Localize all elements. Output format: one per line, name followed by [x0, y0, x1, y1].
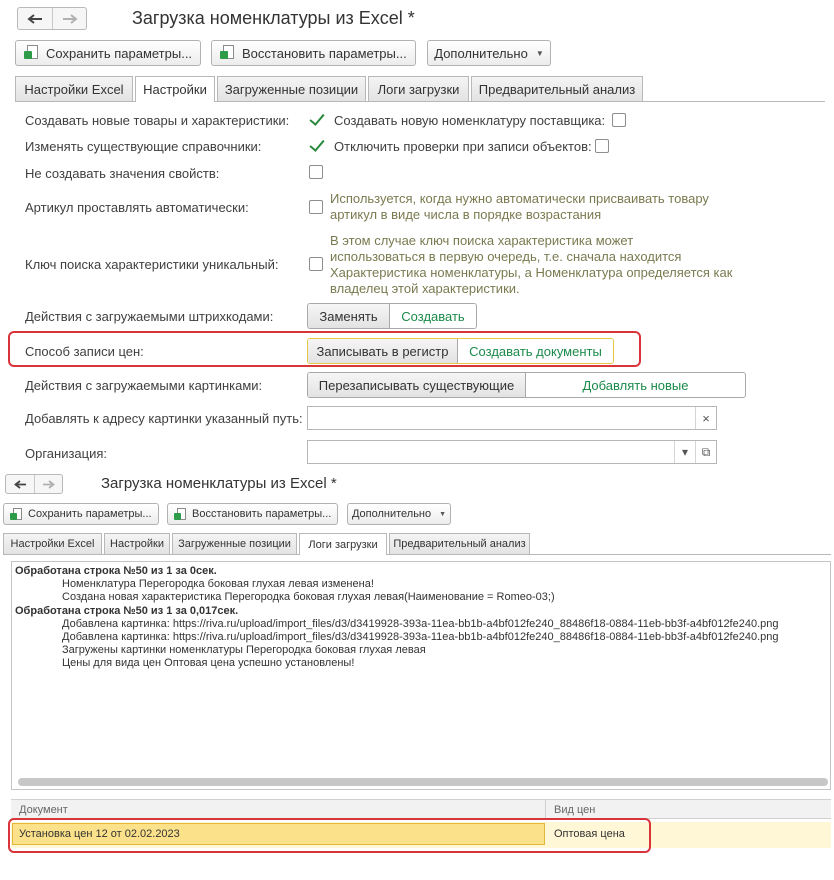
- restore-icon: [220, 45, 236, 61]
- create-supplier-label: Создавать новую номенклатуру поставщика:: [334, 113, 606, 128]
- log-line: Цены для вида цен Оптовая цена успешно установлены!: [62, 657, 355, 670]
- log-line: Добавлена картинка: https://riva.ru/upload/import_files/d3/d3419928-393a-11ea-bb1b-a4bf012fe240_88486f18-0884-11eb-bb3f-a4bf012fe240.png: [62, 617, 779, 630]
- disable-checks-checkbox[interactable]: [595, 139, 609, 153]
- clear-icon[interactable]: ×: [695, 407, 716, 429]
- top-tabs: [15, 76, 825, 102]
- save-params-button-2[interactable]: [3, 503, 159, 525]
- tab-settings-2[interactable]: Настройки: [104, 533, 170, 554]
- pictures-overwrite-option[interactable]: Перезаписывать существующие: [308, 373, 526, 397]
- nav-arrows: [17, 7, 87, 30]
- save-params-label: Сохранить параметры...: [46, 45, 193, 61]
- barcodes-label: Действия с загружаемыми штрихкодами:: [25, 309, 274, 324]
- log-line: Создана новая характеристика Перегородка боковая глухая левая(Наименование = Romeo-03;): [62, 591, 555, 604]
- col-price-type[interactable]: Вид цен: [554, 804, 596, 816]
- create-new-checkbox[interactable]: [309, 113, 323, 127]
- change-existing-label: Изменять существующие справочники:: [25, 139, 262, 154]
- save-icon: [10, 508, 23, 521]
- log-line: Обработана строка №50 из 1 за 0сек.: [15, 565, 217, 577]
- row-document: Установка цен 12 от 02.02.2023: [19, 828, 180, 840]
- table-header: [11, 799, 831, 819]
- barcodes-replace-option[interactable]: Заменять: [308, 304, 390, 328]
- horizontal-scrollbar[interactable]: [18, 778, 828, 786]
- key-unique-hint: В этом случае ключ поиска характеристика может использоваться в первую очередь, т.е. сначала находится Характеристика номенклатуры, а Номенклатура определяется как владелец этой характеристики.: [330, 233, 733, 296]
- barcodes-switch: [307, 303, 477, 329]
- key-unique-label: Ключ поиска характеристики уникальный:: [25, 257, 279, 272]
- more-button-2[interactable]: [347, 503, 451, 525]
- prices-documents-option[interactable]: Создавать документы: [469, 343, 602, 359]
- restore-params-label: Восстановить параметры...: [242, 45, 407, 61]
- back-button[interactable]: [18, 8, 52, 29]
- restore-params-button[interactable]: [211, 40, 416, 66]
- org-input[interactable]: [307, 440, 717, 464]
- bottom-tabs: [3, 533, 831, 555]
- arrow-right-icon: [62, 14, 78, 24]
- row-price-type: Оптовая цена: [554, 828, 625, 840]
- tab-settings[interactable]: Настройки: [135, 76, 215, 102]
- save-params-button[interactable]: [15, 40, 201, 66]
- tab-loaded-items[interactable]: Загруженные позиции: [217, 76, 366, 101]
- window-title: Загрузка номенклатуры из Excel *: [132, 8, 415, 28]
- prices-switch: [307, 338, 614, 364]
- article-checkbox[interactable]: [309, 200, 323, 214]
- pictures-label: Действия с загружаемыми картинками:: [25, 378, 263, 393]
- article-hint: Используется, когда нужно автоматически присваивать товару артикул в виде числа в порядке возрастания: [330, 191, 709, 222]
- path-input[interactable]: [307, 406, 717, 430]
- disable-checks-label: Отключить проверки при записи объектов:: [334, 139, 592, 154]
- save-params-label-2: Сохранить параметры...: [28, 508, 152, 520]
- forward-button-2[interactable]: [34, 475, 62, 493]
- no-props-label: Не создавать значения свойств:: [25, 166, 220, 181]
- path-label: Добавлять к адресу картинки указанный путь:: [25, 411, 303, 426]
- more-button[interactable]: [427, 40, 551, 66]
- document-highlight-frame: [8, 818, 651, 853]
- arrow-right-icon: [42, 480, 55, 489]
- log-line: Номенклатура Перегородка боковая глухая левая изменена!: [62, 578, 374, 591]
- chevron-down-icon: ▼: [535, 48, 544, 58]
- prices-register-option[interactable]: Записывать в регистр: [308, 339, 458, 363]
- col-divider: [545, 800, 546, 820]
- tab-load-logs-2[interactable]: Логи загрузки: [299, 533, 387, 555]
- log-line: Загружены картинки номенклатуры Перегородка боковая глухая левая: [62, 644, 426, 657]
- forward-button[interactable]: [52, 8, 86, 29]
- pictures-switch: [307, 372, 746, 398]
- arrow-left-icon: [27, 14, 43, 24]
- pictures-add-option[interactable]: Добавлять новые: [582, 377, 689, 393]
- tab-excel-settings-2[interactable]: Настройки Excel: [3, 533, 102, 554]
- barcodes-create-option[interactable]: Создавать: [401, 308, 465, 324]
- log-area[interactable]: [11, 561, 831, 790]
- chevron-down-icon: ▼: [439, 510, 447, 518]
- org-label: Организация:: [25, 446, 108, 461]
- tab-preliminary-analysis-2[interactable]: Предварительный анализ: [389, 533, 530, 554]
- save-icon: [24, 45, 40, 61]
- tab-load-logs[interactable]: Логи загрузки: [368, 76, 469, 101]
- tab-preliminary-analysis[interactable]: Предварительный анализ: [471, 76, 643, 101]
- tab-excel-settings[interactable]: Настройки Excel: [15, 76, 133, 101]
- restore-params-button-2[interactable]: [167, 503, 338, 525]
- nav-arrows-2: [5, 474, 63, 494]
- more-label: Дополнительно: [434, 45, 528, 61]
- tab-loaded-items-2[interactable]: Загруженные позиции: [172, 533, 297, 554]
- no-props-checkbox[interactable]: [309, 165, 323, 179]
- prices-label: Способ записи цен:: [25, 344, 144, 359]
- open-icon[interactable]: ⧉: [695, 441, 716, 463]
- dropdown-icon[interactable]: ▾: [674, 441, 695, 463]
- restore-params-label-2: Восстановить параметры...: [192, 508, 332, 520]
- change-existing-checkbox[interactable]: [309, 139, 323, 153]
- log-line: Добавлена картинка: https://riva.ru/upload/import_files/d3/d3419928-393a-11ea-bb1b-a4bf012fe240_88486f18-0884-11eb-bb3f-a4bf012fe240.png: [62, 631, 779, 644]
- more-label-2: Дополнительно: [351, 508, 432, 520]
- arrow-left-icon: [14, 480, 27, 489]
- back-button-2[interactable]: [6, 475, 34, 493]
- log-line: Обработана строка №50 из 1 за 0,017сек.: [15, 604, 239, 617]
- key-unique-checkbox[interactable]: [309, 257, 323, 271]
- create-supplier-checkbox[interactable]: [612, 113, 626, 127]
- window-title-2: Загрузка номенклатуры из Excel *: [101, 475, 337, 492]
- restore-icon: [174, 508, 187, 521]
- log-lines: [15, 565, 779, 671]
- create-new-label: Создавать новые товары и характеристики:: [25, 113, 290, 128]
- article-label: Артикул проставлять автоматически:: [25, 200, 249, 215]
- col-document[interactable]: Документ: [19, 804, 68, 816]
